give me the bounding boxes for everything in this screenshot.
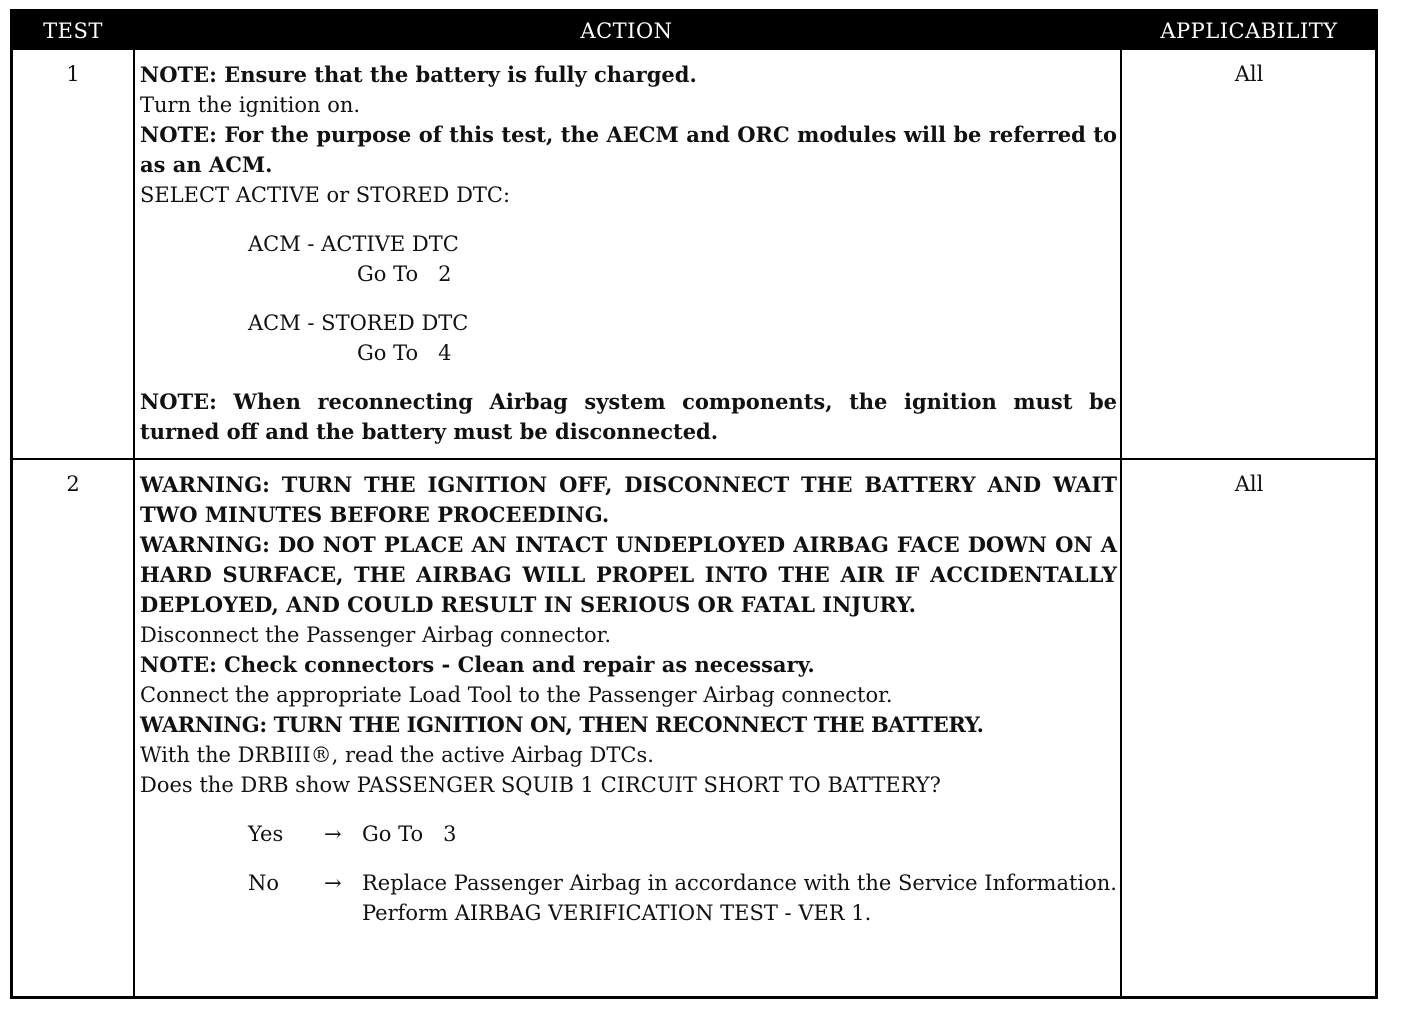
note-text: NOTE: When reconnecting Airbag system components, the ignition must be turned off and the battery must be disconnected. <box>140 389 1117 444</box>
option-no <box>140 868 1117 928</box>
test-number: 2 <box>66 472 80 496</box>
diagnostic-table <box>10 9 1378 999</box>
arrow-icon: → <box>324 871 342 895</box>
goto-text: Go To 2 <box>357 262 452 286</box>
option-text <box>362 868 1117 928</box>
action-cell <box>140 470 1117 928</box>
option-yes <box>140 819 1117 849</box>
option-label: No <box>248 871 280 895</box>
goto-text: Go To 4 <box>357 341 452 365</box>
instruction-text: Connect the appropriate Load Tool to the Passenger Airbag connector. <box>140 683 893 707</box>
table-header <box>13 12 1375 50</box>
header-applicability: APPLICABILITY <box>1160 19 1338 43</box>
replace-text: Replace Passenger Airbag in accordance with the Service Information. <box>362 871 1117 895</box>
instruction-text: Turn the ignition on. <box>140 93 361 117</box>
column-divider <box>133 50 135 996</box>
question-text: Does the DRB show PASSENGER SQUIB 1 CIRCUIT SHORT TO BATTERY? <box>140 773 941 797</box>
verification-text: Perform AIRBAG VERIFICATION TEST - VER 1. <box>362 901 872 925</box>
column-divider <box>1120 50 1122 996</box>
instruction-text: With the DRBIII®, read the active Airbag DTCs. <box>140 743 654 767</box>
header-test: TEST <box>43 19 103 43</box>
option-label: Yes <box>248 822 284 846</box>
option-label: ACM - ACTIVE DTC <box>248 232 459 256</box>
instruction-text: Disconnect the Passenger Airbag connector. <box>140 623 612 647</box>
applicability-value: All <box>1234 472 1264 496</box>
note-text: NOTE: For the purpose of this test, the AECM and ORC modules will be referred to as an ACM. <box>140 122 1117 177</box>
instruction-text: SELECT ACTIVE or STORED DTC: <box>140 183 511 207</box>
test-number: 1 <box>66 62 80 86</box>
note-text: NOTE: Check connectors - Clean and repair as necessary. <box>140 652 815 677</box>
warning-text: WARNING: TURN THE IGNITION OFF, DISCONNECT THE BATTERY AND WAIT TWO MINUTES BEFORE PROCEEDING. <box>140 472 1117 527</box>
action-cell <box>140 60 1117 447</box>
arrow-icon: → <box>324 822 342 846</box>
header-action: ACTION <box>580 19 673 43</box>
warning-text: WARNING: DO NOT PLACE AN INTACT UNDEPLOYED AIRBAG FACE DOWN ON A HARD SURFACE, THE AIRBAG WILL PROPEL INTO THE AIR IF ACCIDENTALLY DEPLOYED, AND COULD RESULT IN SERIOUS OR FATAL INJURY. <box>140 532 1117 617</box>
option-label: ACM - STORED DTC <box>248 311 469 335</box>
note-text: NOTE: Ensure that the battery is fully charged. <box>140 62 697 87</box>
row-divider <box>13 458 1375 460</box>
goto-text: Go To 3 <box>362 822 457 846</box>
applicability-value: All <box>1234 62 1264 86</box>
warning-text: WARNING: TURN THE IGNITION ON, THEN RECONNECT THE BATTERY. <box>140 712 984 737</box>
